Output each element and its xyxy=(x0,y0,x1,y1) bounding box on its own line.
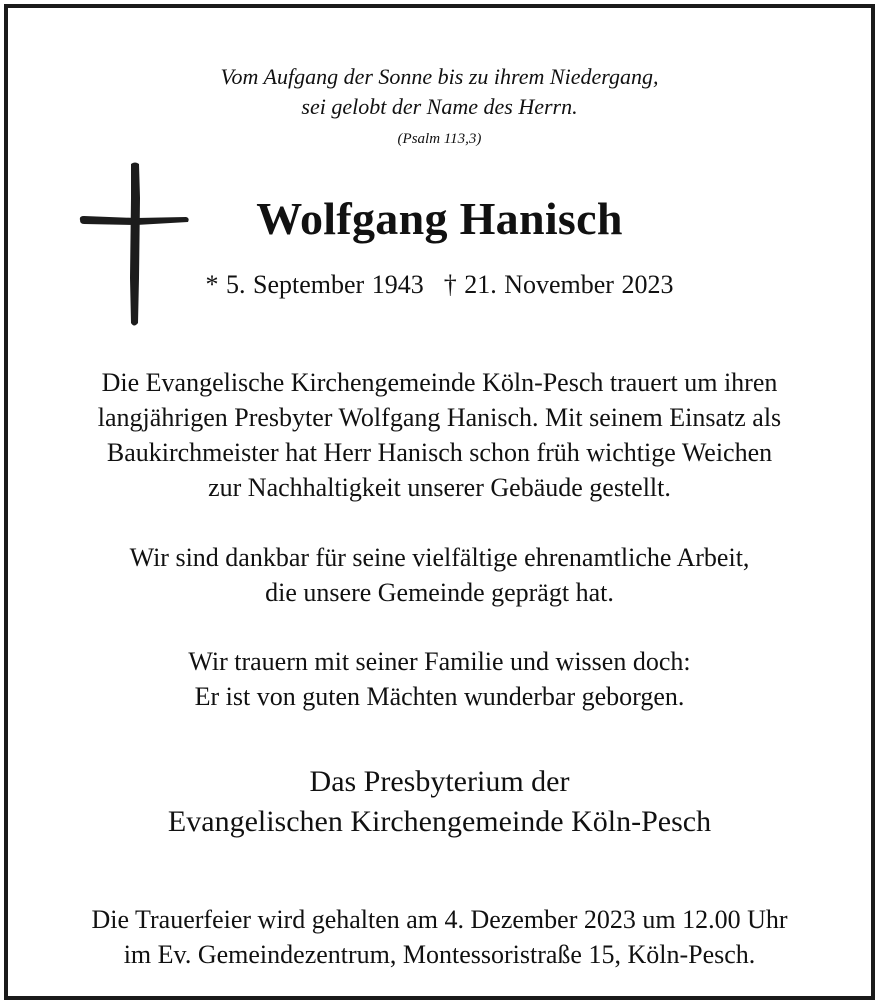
signature-line: Das Presbyterium der xyxy=(309,765,570,798)
funeral-info xyxy=(8,902,871,972)
comfort-paragraph xyxy=(8,644,871,714)
life-dates xyxy=(8,270,871,300)
birth-date: * 5. September 1943 xyxy=(205,270,424,299)
verse-line-1: Vom Aufgang der Sonne bis zu ihrem Niedergang, xyxy=(220,64,659,89)
paragraph-line: Wir trauern mit seiner Familie und wissen doch: xyxy=(188,647,691,676)
deceased-name: Wolfgang Hanisch xyxy=(256,193,623,244)
signature-line: Evangelischen Kirchengemeinde Köln-Pesch xyxy=(167,805,712,838)
paragraph-line: Baukirchmeister hat Herr Hanisch schon früh wichtige Weichen xyxy=(106,438,773,467)
funeral-line: Die Trauerfeier wird gehalten am 4. Dezember 2023 um 12.00 Uhr xyxy=(91,905,788,934)
paragraph-line: langjährigen Presbyter Wolfgang Hanisch. Mit seinem Einsatz als xyxy=(97,403,782,432)
verse-line-2: sei gelobt der Name des Herrn. xyxy=(301,94,578,119)
death-date: † 21. November 2023 xyxy=(443,270,674,299)
paragraph-line: zur Nachhaltigkeit unserer Gebäude gestellt. xyxy=(208,473,671,502)
bible-verse xyxy=(8,62,871,122)
obituary-notice xyxy=(4,4,875,1000)
paragraph-line: die unsere Gemeinde geprägt hat. xyxy=(265,578,614,607)
cross-icon xyxy=(76,158,196,333)
mourning-paragraph xyxy=(8,365,871,505)
gratitude-paragraph xyxy=(8,540,871,610)
funeral-line: im Ev. Gemeindezentrum, Montessoristraße 15, Köln-Pesch. xyxy=(123,940,756,969)
verse-reference: (Psalm 113,3) xyxy=(397,131,482,147)
paragraph-line: Er ist von guten Mächten wunderbar geborgen. xyxy=(194,682,685,711)
paragraph-line: Wir sind dankbar für seine vielfältige ehrenamtliche Arbeit, xyxy=(129,543,750,572)
signature-block xyxy=(8,762,871,842)
paragraph-line: Die Evangelische Kirchengemeinde Köln-Pesch trauert um ihren xyxy=(101,368,778,397)
